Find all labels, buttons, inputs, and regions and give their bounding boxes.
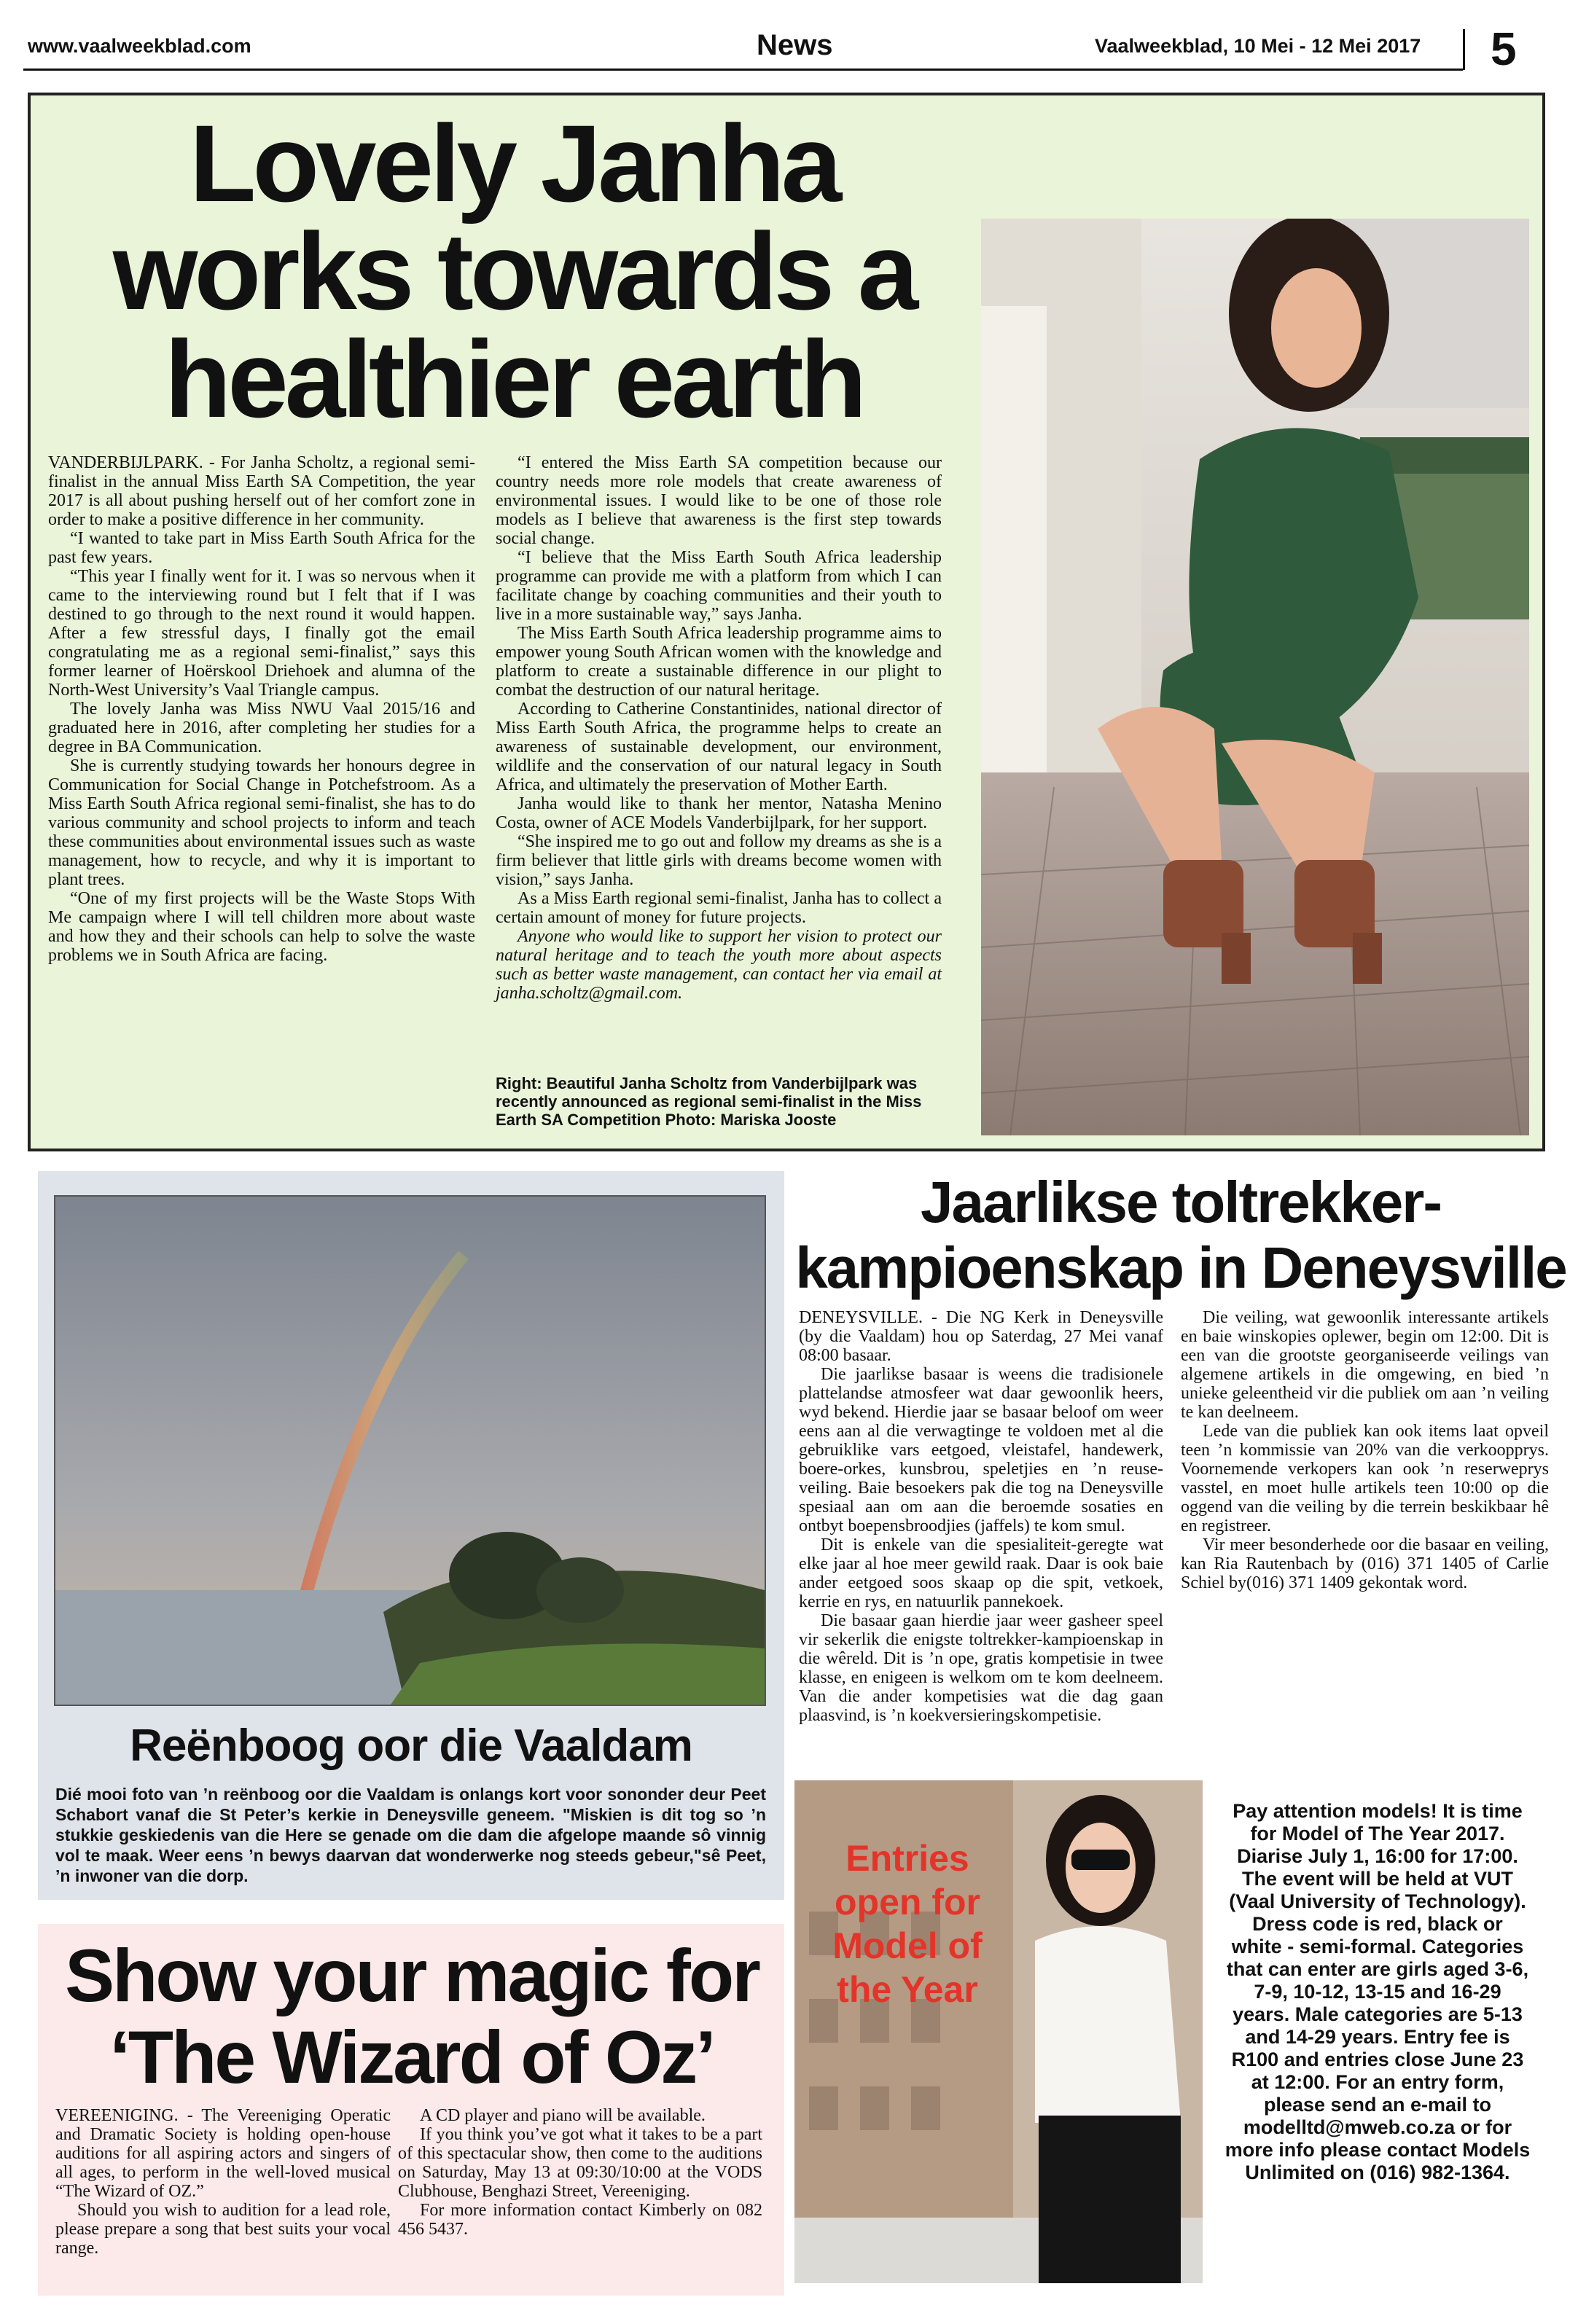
- model-of-the-year-text: Pay attention models! It is time for Model of The Year 2017. Diarise July 1, 16:00 for 17:00. The event will be held at VUT (Vaal University of Technology). Dress code is red, black or white - semi-formal. Categories that can enter are girls aged 3-6, 7-9, 10-12, 13-15 and 16-29 years. Male categories are 5-13 and 14-29 years. Entry fee is R100 and entries close June 23 at 12:00. For an entry form, please send an e-mail to modelltd@mweb.co.za or for more info please contact Models Unlimited on (016) 982-1364.: [1224, 1800, 1531, 2183]
- section-title: News: [757, 29, 833, 61]
- header-divider: [1463, 29, 1465, 70]
- page-number: 5: [1491, 23, 1517, 75]
- article-wizard-headline: Show your magic for ‘The Wizard of Oz’: [65, 1934, 759, 2099]
- photo-caption-janha: Right: Beautiful Janha Scholtz from Vanderbijlpark was recently announced as regional semi-finalist in the Miss Earth SA Competition Photo: Mariska Jooste: [496, 1074, 922, 1129]
- photo-rainbow-vaaldam: [54, 1195, 766, 1706]
- article-janha-col-1: VANDERBIJLPARK. - For Janha Scholtz, a regional semi-finalist in the annual Miss Earth SA Competition, the year 2017 is all about pushing herself out of her comfort zone in order to make a positive difference in her community. “I wanted to take part in Miss Earth South Africa for the past few years. “This year I finally went for it. I was so nervous when it came to the interviewing round but I felt that if I was destined to go through to the next round it would happen. After a few stressful days, I finally got the email congratulating me as a regional semi-finalist,” says this former learner of Hoërskool Driehoek and alumna of the North-West University’s Vaal Triangle campus. The lovely Janha was Miss NWU Vaal 2015/16 and graduated here in 2016, after completing her studies for a degree in BA Communication. She is currently studying towards her honours degree in Communication for Social Change in Potchefstroom. As a Miss Earth South Africa regional semi-finalist, she has to do various community and school projects to inform and teach these communities about environmental issues such as waste management, how to recycle, and why it is important to plant trees. “One of my first projects will be the Waste Stops With Me campaign where I will tell children more about waste and how they and their schools can help to solve the waste problems we in South Africa are facing.: [48, 453, 475, 965]
- header-rule: [23, 69, 1463, 71]
- article-toltrekker-headline: Jaarlikse toltrekker- kampioenskap in Deneysville: [795, 1170, 1566, 1300]
- article-toltrekker-col-1: DENEYSVILLE. - Die NG Kerk in Deneysville (by die Vaaldam) hou op Saterdag, 27 Mei vanaf 08:00 basaar. Die jaarlikse basaar is weens die tradisionele plattelandse atmosfeer wat daar gewoonlik heers, wyd bekend. Hierdie jaar se basaar beloof om weer eens aan al die verwagtinge te voldoen met al die gebruiklike vars eetgoed, vleistafel, handewerk, boere-orkes, kunsbrou, speletjies en ’n reuse-veiling. Baie besoekers pak die tog na Deneysville spesiaal aan om aan die beroemde sosaties en ontbyt boepensbroodjies (jaffels) te kom smul. Dit is enkele van die spesialiteit-geregte wat elke jaar al hoe meer gewild raak. Daar is ook baie ander eetgoed soos skaap op die spit, vetkoek, kerrie en rys, en natuurlik pannekoek. Die basaar gaan hierdie jaar weer gasheer speel vir sekerlik die enigste toltrekker-kampioenskap in die wêreld. Dit is ’n ope, gratis kompetisie in twee klasse, en enigeen is welkom om te kom deelneem. Van die ander kompetisies wat die dag gaan plaasvind, is ’n koekversieringskompetisie.: [799, 1308, 1163, 1725]
- article-janha-headline: Lovely Janha works towards a healthier earth: [112, 102, 915, 440]
- article-wizard-col-2: A CD player and piano will be available. If you think you’ve got what it takes to be a part of this spectacular show, then come to the auditions on Saturday, May 13 at 09:30/10:00 at the VODS Clubhouse, Benghazi Street, Vereeniging. For more information contact Kimberly on 082 456 5437.: [398, 2106, 762, 2239]
- photo-janha: [981, 219, 1529, 1135]
- model-entries-overlay: Entries open for Model of the Year: [832, 1838, 983, 2010]
- article-janha-col-2: “I entered the Miss Earth SA competition because our country needs more role models that create awareness of environmental issues. I would like to be one of those role models as I believe that awareness is the first step towards social change. “I believe that the Miss Earth South Africa leadership programme can provide me with a platform from which I can facilitate change by coaching communities and their youth to live in a more sustainable way,” says Janha. The Miss Earth South Africa leadership programme aims to empower young South African women with the knowledge and platform to create a sustainable difference in our plight to combat the destruction of our natural heritage. According to Catherine Constantinides, national director of Miss Earth South Africa, the programme helps to create an awareness of sustainable development, our environment, wildlife and the conservation of our natural legacy in South Africa, and ultimately the preservation of Mother Earth. Janha would like to thank her mentor, Natasha Menino Costa, owner of ACE Models Vanderbijlpark, for her support. “She inspired me to go out and follow my dreams as she is a firm believer that little girls with dreams become women with vision,” says Janha. As a Miss Earth regional semi-finalist, Janha has to collect a certain amount of money for future projects. Anyone who would like to support her vision to protect our natural heritage and to teach the youth more about aspects such as better waste management, can contact her via email at janha.scholtz@gmail.com.: [496, 453, 942, 1003]
- article-toltrekker-col-2: Die veiling, wat gewoonlik interessante artikels en baie winskopies oplewer, begin om 12:00. Dit is een van die grootste georganiseerde veilings van algemene artikels in die omgewing, en bied ’n unieke geleentheid vir die publiek om aan ’n veiling te kan deelneem. Lede van die publiek kan ook items laat opveil teen ’n kommissie van 20% van die verkoopprys. Voornemende verkopers kan ook ’n reserweprys vasstel, en moet hulle artikels teen 10:00 op die oggend van die veiling by die terrein beskikbaar hê en registreer. Vir meer besonderhede oor die basaar en veiling, kan Ria Rautenbach by (016) 371 1405 of Carlie Schiel by(016) 371 1409 gekontak word.: [1181, 1308, 1549, 1592]
- article-wizard-col-1: VEREENIGING. - The Vereeniging Operatic and Dramatic Society is holding open-house auditions for all aspiring actors and singers of all ages, to perform in the well-loved musical “The Wizard of OZ.” Should you wish to audition for a lead role, please prepare a song that best suits your vocal range.: [55, 2106, 391, 2258]
- website-url: www.vaalweekblad.com: [28, 35, 251, 57]
- article-rainbow-caption: Dié mooi foto van ’n reënboog oor die Vaaldam is onlangs kort voor sononder deur Peet Schabort vanaf die St Peter’s kerkie in Deneysville geneem. "Miskien is dit tog so ’n stukkie geskiedenis van die Here se genade om die dam die afgelope maande sô vinnig vol te maak. Weer eens ’n bewys daarvan dat wonderwerke nog steeds gebeur,"sê Peet, ’n inwoner van die dorp.: [55, 1785, 766, 1885]
- article-rainbow-headline: Reënboog oor die Vaaldam: [130, 1721, 692, 1771]
- issue-date: Vaalweekblad, 10 Mei - 12 Mei 2017: [1095, 35, 1421, 57]
